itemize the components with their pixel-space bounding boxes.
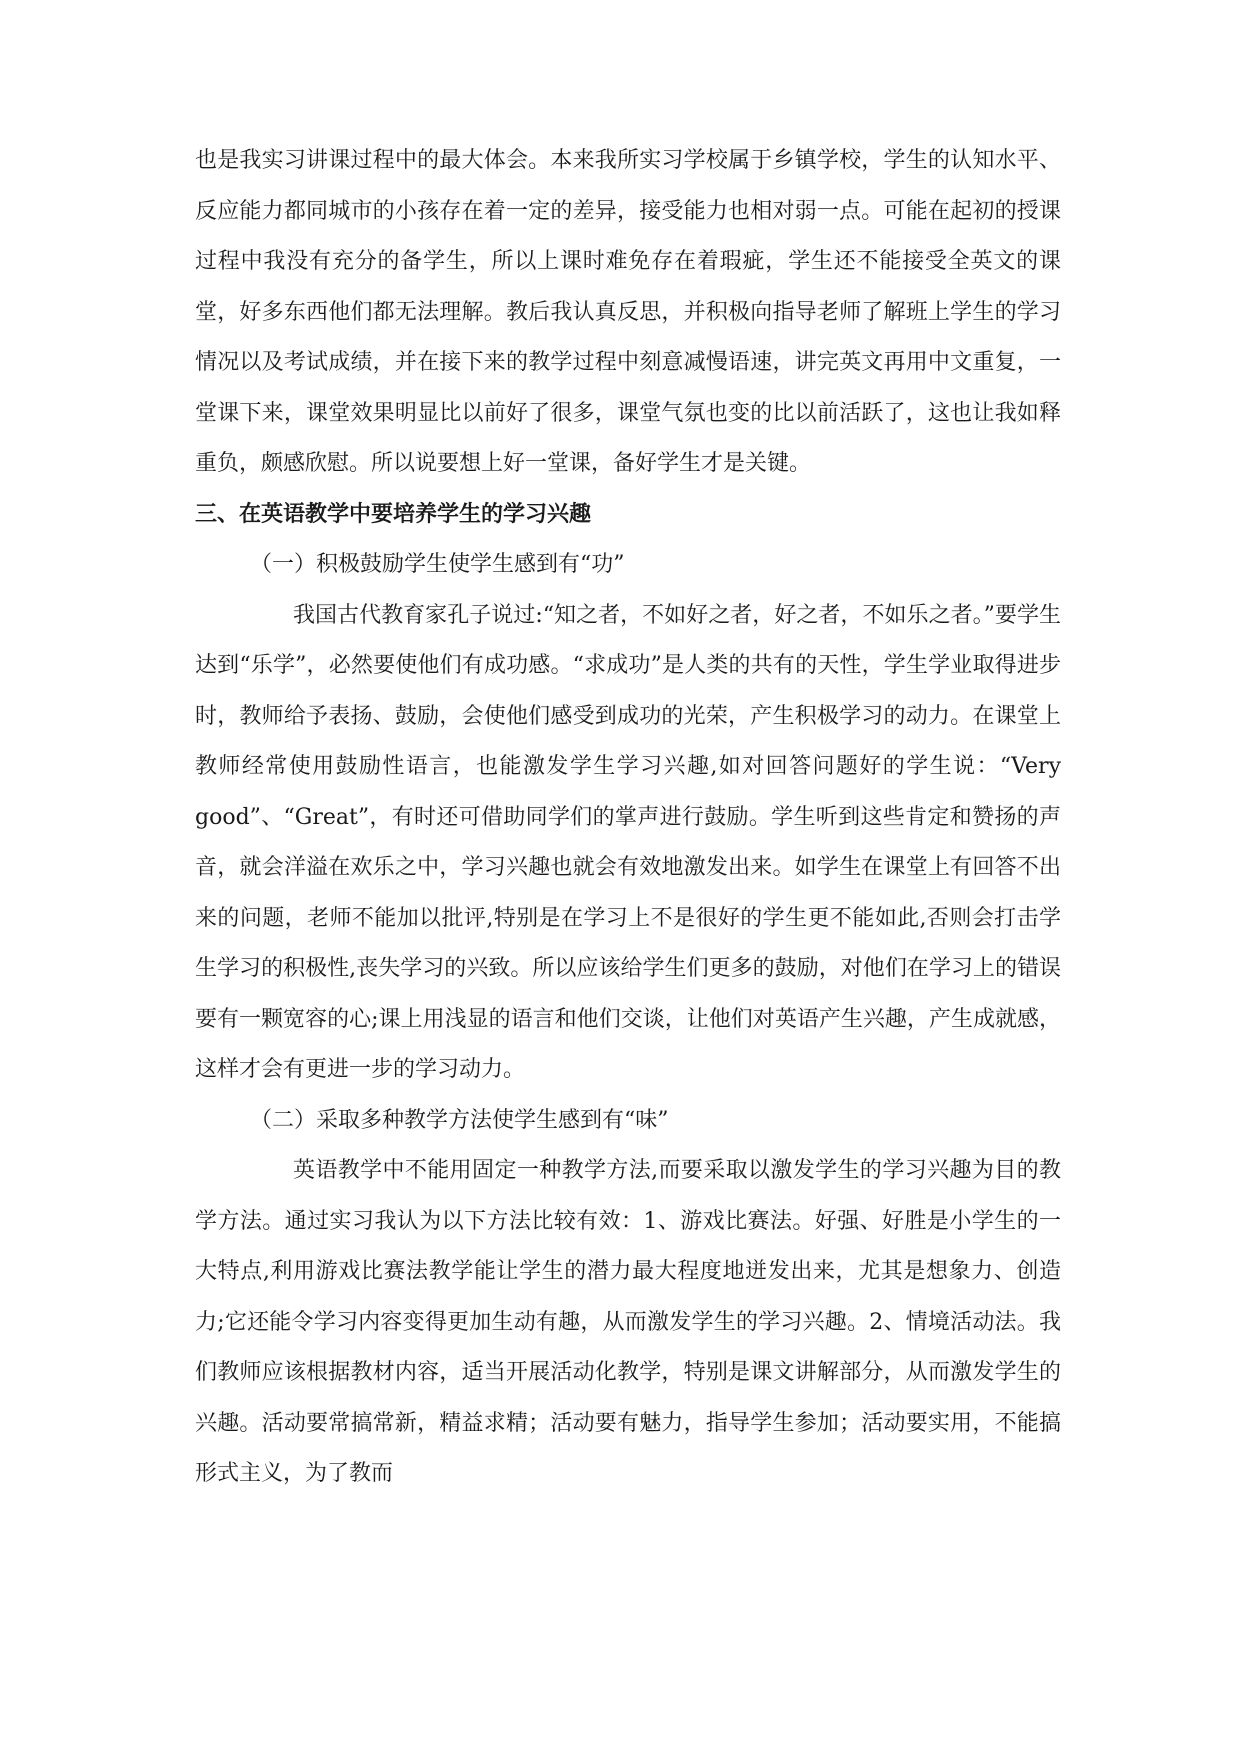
subheading-2: （二）采取多种教学方法使学生感到有“味” xyxy=(250,1107,669,1133)
subheading-1: （一）积极鼓励学生使学生感到有“功” xyxy=(250,552,625,577)
paragraph-encouragement: 我国古代教育家孔子说过:“知之者，不如好之者，好之者，不如乐之者。”要学生达到“乐学”，必然要使他们有成功感。“求成功”是人类的共有的天性，学生学业取得进步时，教师给予表扬、鼓励，会使他们感受到成功的光荣，产生积极学习的动力。在课堂上教师经常使用鼓励性语言，也能激发学生学习兴趣,如对回答问题好的学生说：“Very good”、“Great”，有时还可借助同学们的掌声进行鼓励。学生听到这些肯定和赞扬的声音，就会洋溢在欢乐之中，学习兴趣也就会有效地激发出来。如学生在课堂上有回答不出来的问题，老师不能加以批评,特别是在学习上不是很好的学生更不能如此,否则会打击学生学习的积极性,丧失学习的兴致。所以应该给学生们更多的鼓励，对他们在学习上的错误要有一颗宽容的心;课上用浅显的语言和他们交谈，让他们对英语产生兴趣，产生成就感，这样才会有更进一步的学习动力。 xyxy=(195,602,1061,1082)
document-page xyxy=(195,136,1061,1500)
paragraph-methods: 英语教学中不能用固定一种教学方法,而要采取以激发学生的学习兴趣为目的教学方法。通过实习我认为以下方法比较有效：1、游戏比赛法。好强、好胜是小学生的一大特点,利用游戏比赛法教学能让学生的潜力最大程度地迸发出来，尤其是想象力、创造力;它还能令学习内容变得更加生动有趣，从而激发学生的学习兴趣。2、情境活动法。我们教师应该根据教材内容，适当开展活动化教学，特别是课文讲解部分，从而激发学生的兴趣。活动要常搞常新，精益求精；活动要有魅力，指导学生参加；活动要实用，不能搞形式主义，为了教而 xyxy=(195,1158,1061,1486)
section-heading-3: 三、在英语教学中要培养学生的学习兴趣 xyxy=(195,501,592,527)
paragraph-continued: 也是我实习讲课过程中的最大体会。本来我所实习学校属于乡镇学校，学生的认知水平、反应能力都同城市的小孩存在着一定的差异，接受能力也相对弱一点。可能在起初的授课过程中我没有充分的备学生，所以上课时难免存在着瑕疵，学生还不能接受全英文的课堂，好多东西他们都无法理解。教后我认真反思，并积极向指导老师了解班上学生的学习情况以及考试成绩，并在接下来的教学过程中刻意减慢语速，讲完英文再用中文重复，一堂课下来，课堂效果明显比以前好了很多，课堂气氛也变的比以前活跃了，这也让我如释重负，颇感欣慰。所以说要想上好一堂课，备好学生才是关键。 xyxy=(195,148,1061,476)
